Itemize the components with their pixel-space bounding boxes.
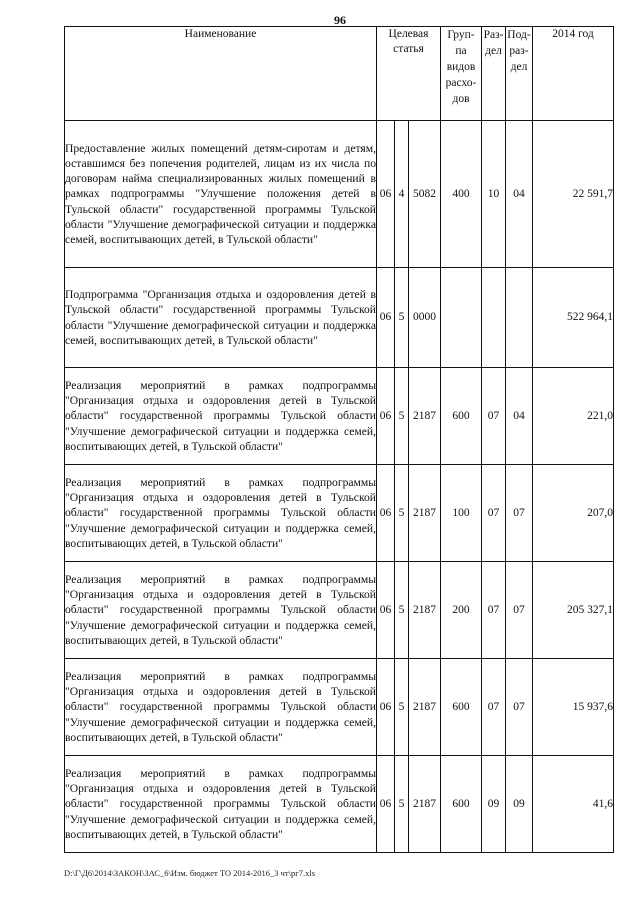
- row-target-subprogram: 5: [395, 756, 409, 853]
- row-section: 09: [482, 756, 506, 853]
- row-target-subprogram: 5: [395, 465, 409, 562]
- table-row: [65, 268, 614, 368]
- row-section: 07: [482, 465, 506, 562]
- row-section: 07: [482, 368, 506, 465]
- header-section: Раз- дел: [482, 27, 506, 121]
- row-target-code: 2187: [409, 659, 441, 756]
- row-name: Реализация мероприятий в рамках подпрограммы "Организация отдыха и оздоровления детей в Тульской области" государственной программы Тульской области "Улучшение демографической ситуации и поддержка семей, воспитывающих детей, в Тульской области": [65, 756, 377, 853]
- row-expense-group: 200: [441, 562, 482, 659]
- row-section: 10: [482, 121, 506, 268]
- row-expense-group: [441, 268, 482, 368]
- row-amount: 207,0: [533, 465, 614, 562]
- table-row: [65, 368, 614, 465]
- table-row: [65, 562, 614, 659]
- row-target-program: 06: [377, 121, 395, 268]
- row-subsection: 04: [506, 368, 533, 465]
- row-name: Реализация мероприятий в рамках подпрограммы "Организация отдыха и оздоровления детей в Тульской области" государственной программы Тульской области "Улучшение демографической ситуации и поддержка семей, воспитывающих детей, в Тульской области": [65, 465, 377, 562]
- row-subsection: 07: [506, 562, 533, 659]
- header-subsection: Под- раз- дел: [506, 27, 533, 121]
- table-row: [65, 659, 614, 756]
- table-row: [65, 756, 614, 853]
- row-section: 07: [482, 562, 506, 659]
- row-target-subprogram: 5: [395, 659, 409, 756]
- row-subsection: 04: [506, 121, 533, 268]
- row-amount: 205 327,1: [533, 562, 614, 659]
- row-target-program: 06: [377, 756, 395, 853]
- table-row: [65, 465, 614, 562]
- row-subsection: 07: [506, 659, 533, 756]
- row-target-code: 2187: [409, 756, 441, 853]
- row-subsection: [506, 268, 533, 368]
- header-target-article: Целевая статья: [377, 27, 441, 121]
- row-target-code: 2187: [409, 562, 441, 659]
- row-target-program: 06: [377, 465, 395, 562]
- row-target-code: 2187: [409, 465, 441, 562]
- row-expense-group: 600: [441, 368, 482, 465]
- header-name: Наименование: [65, 27, 377, 121]
- row-amount: 522 964,1: [533, 268, 614, 368]
- row-amount: 41,6: [533, 756, 614, 853]
- row-name: Реализация мероприятий в рамках подпрограммы "Организация отдыха и оздоровления детей в Тульской области" государственной программы Тульской области "Улучшение демографической ситуации и поддержка семей, воспитывающих детей, в Тульской области": [65, 368, 377, 465]
- row-subsection: 07: [506, 465, 533, 562]
- file-path-footer: D:\Г\Д6\2014\ЗАКОН\ЗАС_6\Изм. бюджет ТО 2014-2016_3 чт\рг7.xls: [64, 868, 316, 878]
- row-section: 07: [482, 659, 506, 756]
- row-amount: 15 937,6: [533, 659, 614, 756]
- row-name: Реализация мероприятий в рамках подпрограммы "Организация отдыха и оздоровления детей в Тульской области" государственной программы Тульской области "Улучшение демографической ситуации и поддержка семей, воспитывающих детей, в Тульской области": [65, 562, 377, 659]
- table-header-row: [65, 27, 614, 121]
- row-expense-group: 100: [441, 465, 482, 562]
- header-year: 2014 год: [533, 27, 614, 121]
- row-expense-group: 600: [441, 756, 482, 853]
- page-number: 96: [334, 13, 346, 27]
- row-target-program: 06: [377, 659, 395, 756]
- row-expense-group: 600: [441, 659, 482, 756]
- row-target-subprogram: 5: [395, 268, 409, 368]
- row-target-program: 06: [377, 562, 395, 659]
- row-name: Предоставление жилых помещений детям-сиротам и детям, оставшимся без попечения родителей, лицам из их числа по договорам найма специализированных жилых помещений в рамках подпрограммы "Улучшение положения детей в Тульской области" государственной программы Тульской области "Улучшение демографической ситуации и поддержка семей, воспитывающих детей, в Тульской области": [65, 121, 377, 268]
- row-expense-group: 400: [441, 121, 482, 268]
- header-expense-group: Груп- па видов расхо- дов: [441, 27, 482, 121]
- row-target-code: 2187: [409, 368, 441, 465]
- row-target-subprogram: 5: [395, 368, 409, 465]
- row-target-subprogram: 4: [395, 121, 409, 268]
- table-row: [65, 121, 614, 268]
- row-subsection: 09: [506, 756, 533, 853]
- row-target-code: 5082: [409, 121, 441, 268]
- row-name: Подпрограмма "Организация отдыха и оздоровления детей в Тульской области" государственной программы Тульской области "Улучшение демографической ситуации и поддержка семей, воспитывающих детей, в Тульской области": [65, 268, 377, 368]
- row-target-code: 0000: [409, 268, 441, 368]
- row-name: Реализация мероприятий в рамках подпрограммы "Организация отдыха и оздоровления детей в Тульской области" государственной программы Тульской области "Улучшение демографической ситуации и поддержка семей, воспитывающих детей, в Тульской области": [65, 659, 377, 756]
- row-target-program: 06: [377, 368, 395, 465]
- budget-table: [64, 26, 614, 853]
- row-amount: 221,0: [533, 368, 614, 465]
- row-amount: 22 591,7: [533, 121, 614, 268]
- row-target-subprogram: 5: [395, 562, 409, 659]
- row-section: [482, 268, 506, 368]
- row-target-program: 06: [377, 268, 395, 368]
